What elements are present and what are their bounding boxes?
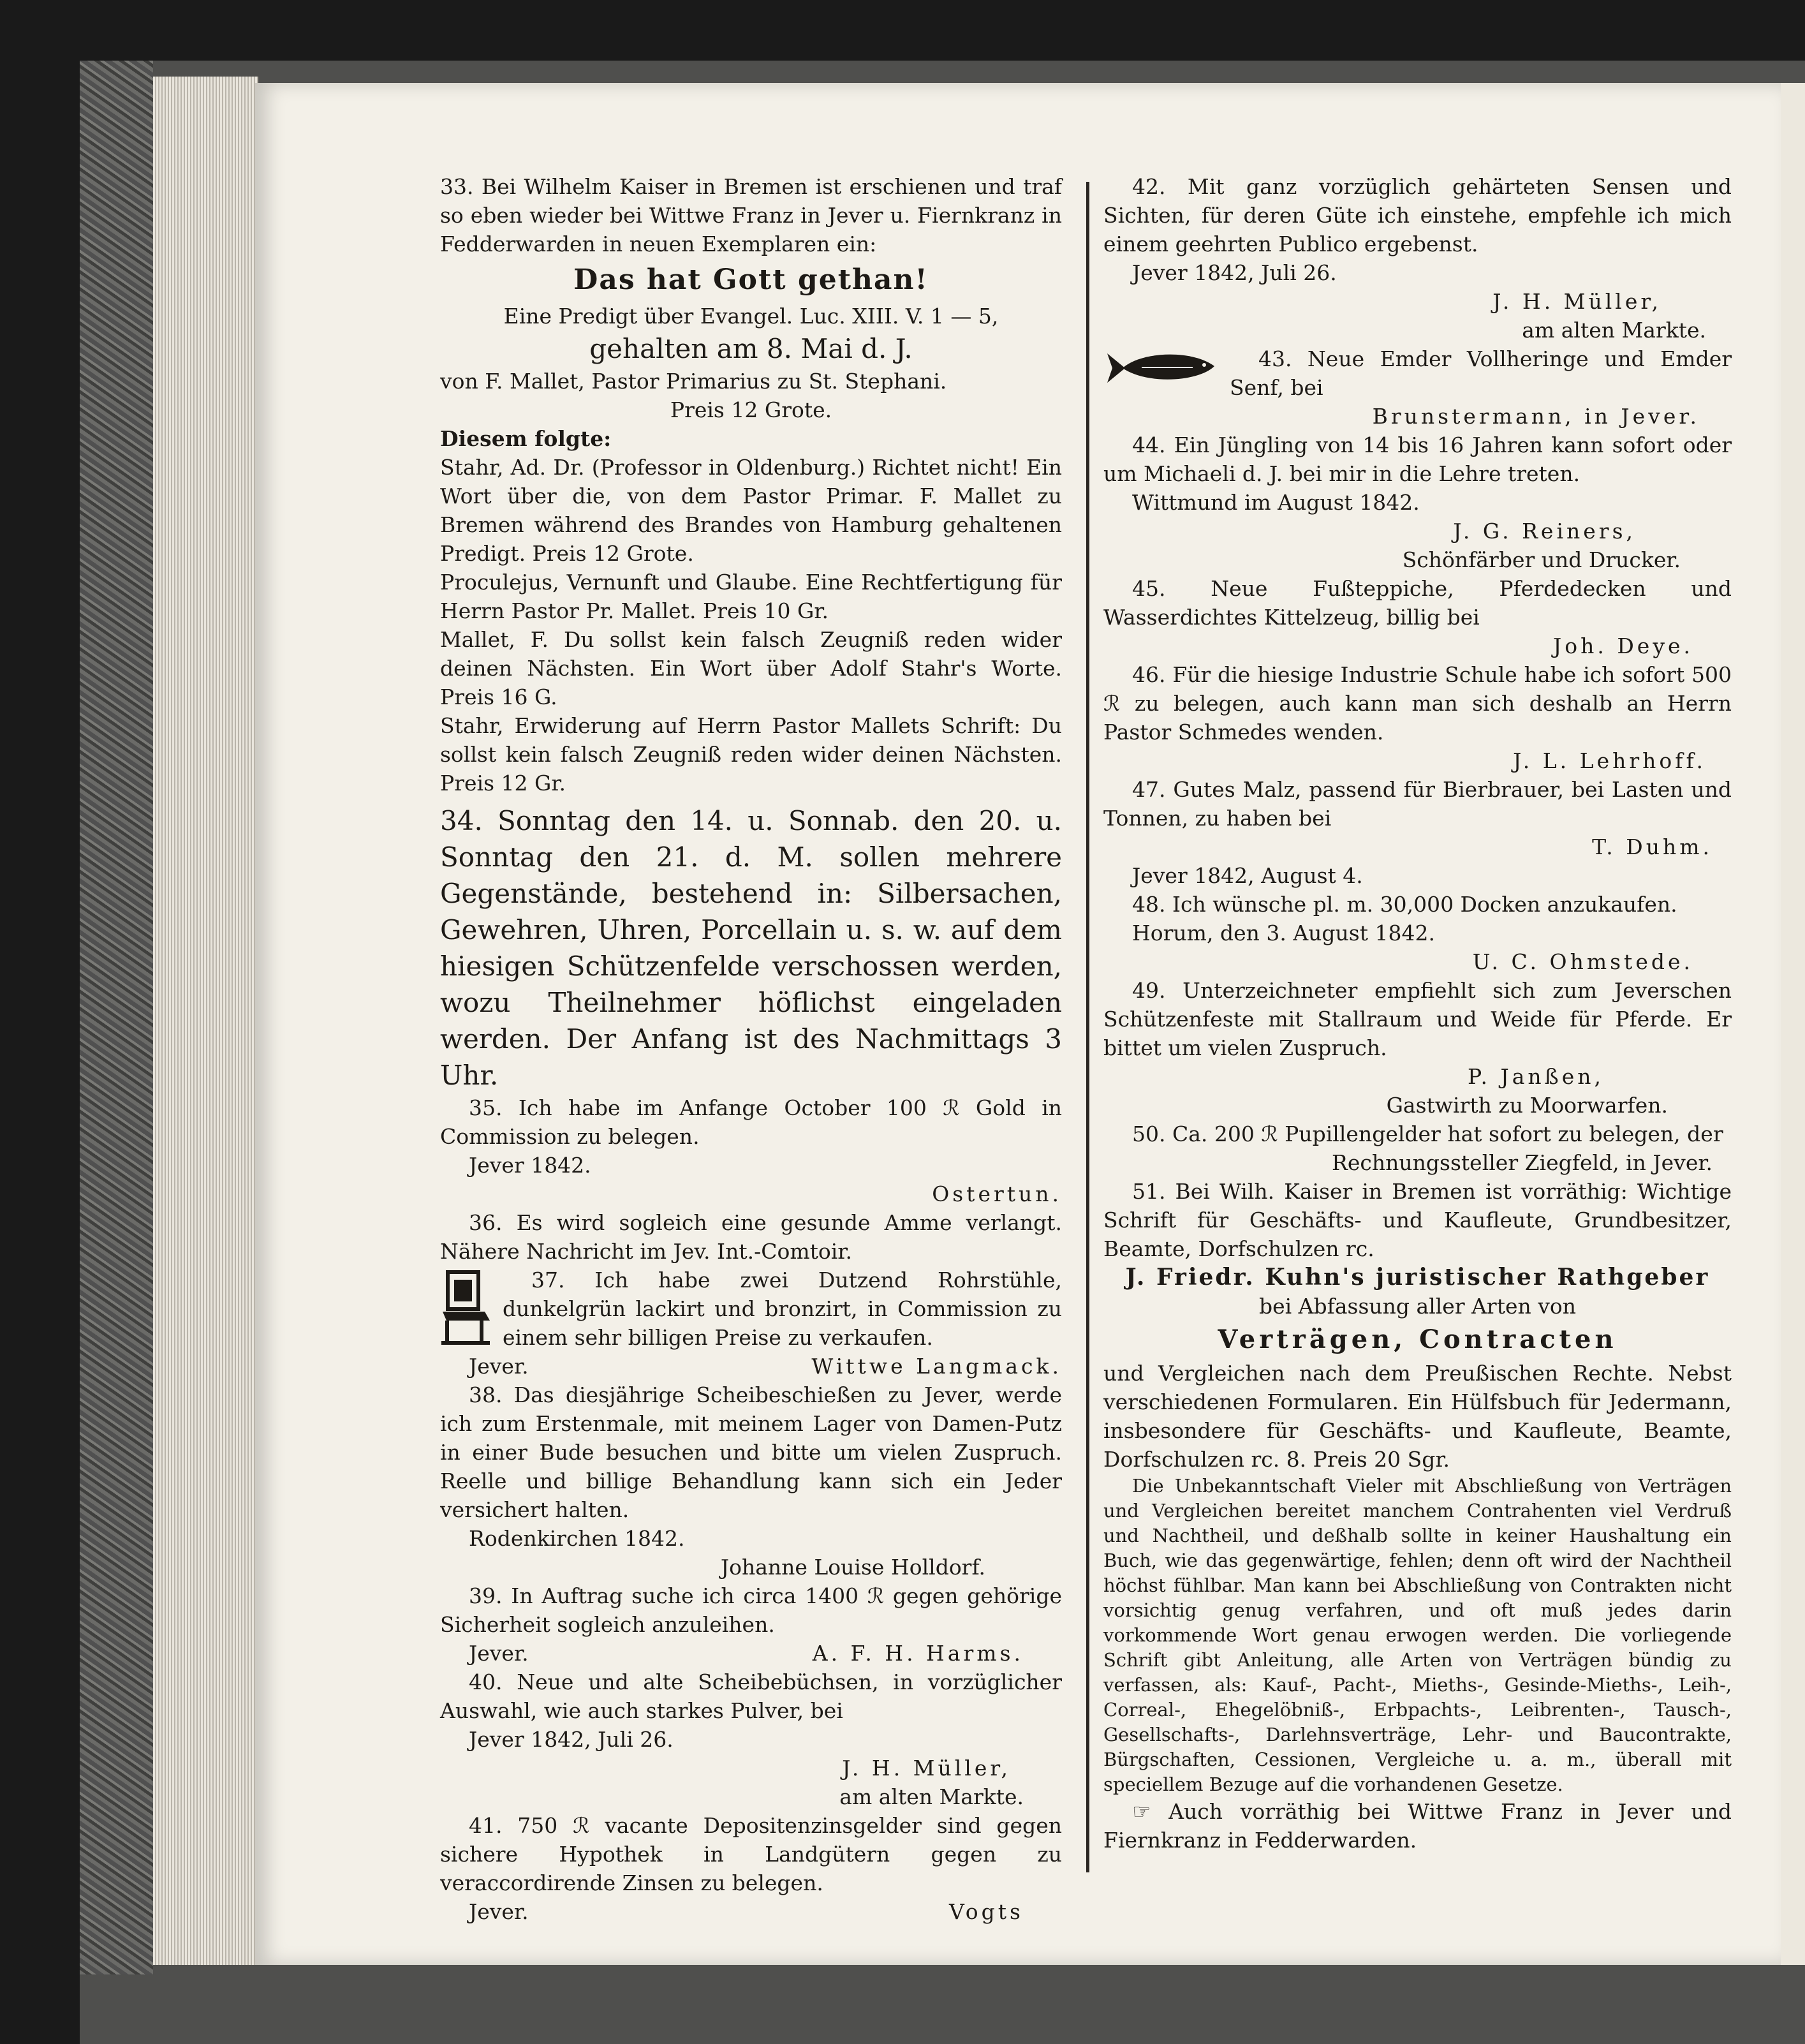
page-stack-edges — [153, 77, 258, 1965]
ad-37 — [440, 1266, 1062, 1352]
ad-39-place: Jever. — [469, 1641, 529, 1666]
ad-40-signature-line2: am alten Markte. — [839, 1784, 1024, 1809]
ad-40-text: 40. Neue und alte Scheibebüchsen, in vorzüglicher Auswahl, wie auch starkes Pulver, bei — [440, 1670, 1062, 1723]
ad-51-final: ☞ Auch vorräthig bei Wittwe Franz in Jever und Fiernkranz in Fedderwarden. — [1103, 1799, 1732, 1853]
column-rule — [1086, 182, 1089, 1872]
ad-33-sub1: Eine Predigt über Evangel. Luc. XIII. V. 1 — 5, — [503, 304, 999, 329]
ad-49-signature: P. Janßen, — [1468, 1064, 1604, 1089]
ad-51-heading: Verträgen, Contracten — [1218, 1324, 1617, 1354]
next-page-edge — [1781, 83, 1805, 1965]
ad-45-signature: Joh. Deye. — [1553, 633, 1693, 658]
ad-41-text: 41. 750 ℛ vacante Depositenzinsgelder sind gegen sichere Hypothek in Landgütern gegen zu veraccordirende Zinsen zu belegen. — [440, 1813, 1062, 1895]
ad-47-text: 47. Gutes Malz, passend für Bierbrauer, bei Lasten und Tonnen, zu haben bei — [1103, 777, 1732, 831]
ad-47-place: Jever 1842, August 4. — [1132, 863, 1363, 888]
ad-49-text: 49. Unterzeichneter empfiehlt sich zum Jeverschen Schützenfeste mit Stallraum und Weide für Pferde. Er bittet um vielen Zuspruch. — [1103, 978, 1732, 1060]
ad-38-signature: Johanne Louise Holldorf. — [720, 1555, 985, 1580]
ad-48-text: 48. Ich wünsche pl. m. 30,000 Docken anzukaufen. — [1132, 892, 1677, 917]
ad-33-item: Mallet, F. Du sollst kein falsch Zeugniß reden wider deinen Nächsten. Ein Wort über Adolf Stahr's Worte. Preis 16 G. — [440, 627, 1062, 709]
ad-35-place: Jever 1842. — [469, 1153, 591, 1178]
fish-icon — [1103, 348, 1218, 388]
ad-43-text: 43. Neue Emder Vollheringe und Emder Senf, bei — [1230, 346, 1732, 400]
left-column — [440, 172, 1062, 1926]
ad-33-author: von F. Mallet, Pastor Primarius zu St. Stephani. — [440, 369, 947, 394]
ad-41-place: Jever. — [469, 1899, 529, 1924]
ad-33-item: Proculejus, Vernunft und Glaube. Eine Rechtfertigung für Herrn Pastor Pr. Mallet. Preis 10 Gr. — [440, 570, 1062, 623]
ad-50-signature: Rechnungssteller Ziegfeld, in Jever. — [1332, 1150, 1713, 1175]
ad-38-place: Rodenkirchen 1842. — [469, 1526, 685, 1551]
marbled-cover-edge — [80, 61, 153, 1974]
ad-48-place: Horum, den 3. August 1842. — [1132, 921, 1435, 945]
ad-51-small-text: Die Unbekanntschaft Vieler mit Abschließung von Verträgen und Vergleichen bereitet manchem Contrahenten viel Verdruß und Nachtheil, und deßhalb sollte in keiner Haushaltung ein Buch, wie das gegenwärtige, fehlen; denn oft wird der Nachtheil höchst fühlbar. Man kann bei Abschließung von Contrakten nicht vorsichtig genug verfahren, und oft muß jedes darin vorkommende Wort genau erwogen werden. Die vorliegende Schrift gibt Anleitung, alle Arten von Verträgen bündig zu verfassen, als: Kauf-, Pacht-, Mieths-, Gesinde-Mieths-, Leih-, Correal-, Ehegelöbniß-, Erbpachts-, Leibrenten-, Tausch-, Gesellschafts-, Darlehnsverträge, Lehr- und Baucontrakte, Bürgschaften, Cessionen, Vergleiche u. a. m., überall mit speciellem Bezuge auf die vorhandenen Gesetze. — [1103, 1475, 1732, 1795]
ad-33-title: Das hat Gott gethan! — [573, 263, 929, 296]
ad-33-item: Stahr, Ad. Dr. (Professor in Oldenburg.) Richtet nicht! Ein Wort über die, von dem Pastor Primar. F. Mallet zu Bremen während des Brandes von Hamburg gehaltenen Predigt. Preis 12 Grote. — [440, 455, 1062, 566]
ad-42-signature-line2: am alten Markte. — [1522, 318, 1706, 343]
ad-46-text: 46. Für die hiesige Industrie Schule habe ich sofort 500 ℛ zu belegen, auch kann man sich deshalb an Herrn Pastor Schmedes wenden. — [1103, 662, 1732, 744]
ad-33-follow: Diesem folgte: — [440, 426, 612, 451]
ad-44-place: Wittmund im August 1842. — [1132, 490, 1420, 515]
ad-44-signature: J. G. Reiners, — [1453, 519, 1636, 544]
chair-icon — [440, 1270, 491, 1345]
ad-39-signature: A. F. H. Harms. — [812, 1641, 1024, 1666]
ad-50-text: 50. Ca. 200 ℛ Pupillengelder hat sofort zu belegen, der — [1132, 1122, 1723, 1146]
ad-36-text: 36. Es wird sogleich eine gesunde Amme verlangt. Nähere Nachricht im Jev. Int.-Comtoir. — [440, 1210, 1062, 1264]
ad-41-signature: Vogts — [949, 1899, 1024, 1924]
ad-33-item: Stahr, Erwiderung auf Herrn Pastor Mallets Schrift: Du sollst kein falsch Zeugniß reden wider deinen Nächsten. Preis 12 Gr. — [440, 713, 1062, 796]
ad-47-signature: T. Duhm. — [1592, 834, 1713, 859]
ad-33-sub2: gehalten am 8. Mai d. J. — [589, 333, 913, 364]
ad-38-text: 38. Das diesjährige Scheibeschießen zu Jever, werde ich zum Erstenmale, mit meinem Lager von Damen-Putz in einer Bude besuchen und bitte um vielen Zuspruch. Reelle und billige Behandlung kann sich ein Jeder versichert halten. — [440, 1382, 1062, 1522]
ad-33-intro: 33. Bei Wilhelm Kaiser in Bremen ist erschienen und traf so eben wieder bei Wittwe Franz in Jever u. Fiernkranz in Fedderwarden in neuen Exemplaren ein: — [440, 174, 1062, 256]
ad-46-signature: J. L. Lehrhoff. — [1513, 748, 1706, 773]
ad-34-text: 34. Sonntag den 14. u. Sonnab. den 20. u. Sonntag den 21. d. M. sollen mehrere Gegenstände, bestehend in: Silbersachen, Gewehren, Uhren, Porcellain u. s. w. auf dem hiesigen Schützenfelde verschossen werden, wozu Theilnehmer höflichst eingeladen werden. Der Anfang ist des Nachmittags 3 Uhr. — [440, 805, 1062, 1091]
ad-37-signature: Wittwe Langmack. — [811, 1354, 1062, 1379]
ad-33-price: Preis 12 Grote. — [670, 397, 832, 422]
ad-48-signature: U. C. Ohmstede. — [1472, 949, 1693, 974]
ad-51-subtitle: bei Abfassung aller Arten von — [1258, 1294, 1576, 1319]
ad-35-text: 35. Ich habe im Anfange October 100 ℛ Gold in Commission zu belegen. — [440, 1095, 1062, 1149]
ad-51-intro: 51. Bei Wilh. Kaiser in Bremen ist vorräthig: Wichtige Schrift für Geschäfts- und Kaufleute, Grundbesitzer, Beamte, Dorfschulzen rc. — [1103, 1179, 1732, 1261]
ad-42-place: Jever 1842, Juli 26. — [1132, 260, 1337, 285]
ad-44-text: 44. Ein Jüngling von 14 bis 16 Jahren kann sofort oder um Michaeli d. J. bei mir in die Lehre treten. — [1103, 433, 1732, 486]
ad-43 — [1103, 344, 1732, 431]
ad-51-description: und Vergleichen nach dem Preußischen Rechte. Nebst verschiedenen Formularen. Ein Hülfsbuch für Jedermann, insbesondere für Geschäfts- und Kaufleute, Beamte, Dorfschulzen rc. 8. Preis 20 Sgr. — [1103, 1361, 1732, 1472]
ad-40-signature: J. H. Müller, — [842, 1756, 1011, 1781]
ad-43-signature: Brunstermann, in Jever. — [1372, 404, 1700, 429]
ad-42-signature: J. H. Müller, — [1492, 289, 1661, 314]
right-column — [1103, 172, 1732, 1855]
ad-44-signature-line2: Schönfärber und Drucker. — [1402, 547, 1681, 572]
ad-35-signature: Ostertun. — [932, 1181, 1062, 1206]
ad-37-text: 37. Ich habe zwei Dutzend Rohrstühle, dunkelgrün lackirt und bronzirt, in Commission zu einem sehr billigen Preise zu verkaufen. — [503, 1268, 1062, 1350]
ad-49-signature-line2: Gastwirth zu Moorwarfen. — [1386, 1093, 1668, 1118]
ad-42-text: 42. Mit ganz vorzüglich gehärteten Sensen und Sichten, für deren Güte ich einstehe, empfehle ich mich einem geehrten Publico ergebenst. — [1103, 174, 1732, 256]
ad-40-place: Jever 1842, Juli 26. — [469, 1727, 674, 1752]
ad-45-text: 45. Neue Fußteppiche, Pferdedecken und Wasserdichtes Kittelzeug, billig bei — [1103, 576, 1732, 630]
ad-37-place: Jever. — [469, 1354, 529, 1379]
ad-39-text: 39. In Auftrag suche ich circa 1400 ℛ gegen gehörige Sicherheit sogleich anzuleihen. — [440, 1583, 1062, 1637]
ad-51-title: J. Friedr. Kuhn's juristischer Rathgeber — [1125, 1264, 1710, 1291]
